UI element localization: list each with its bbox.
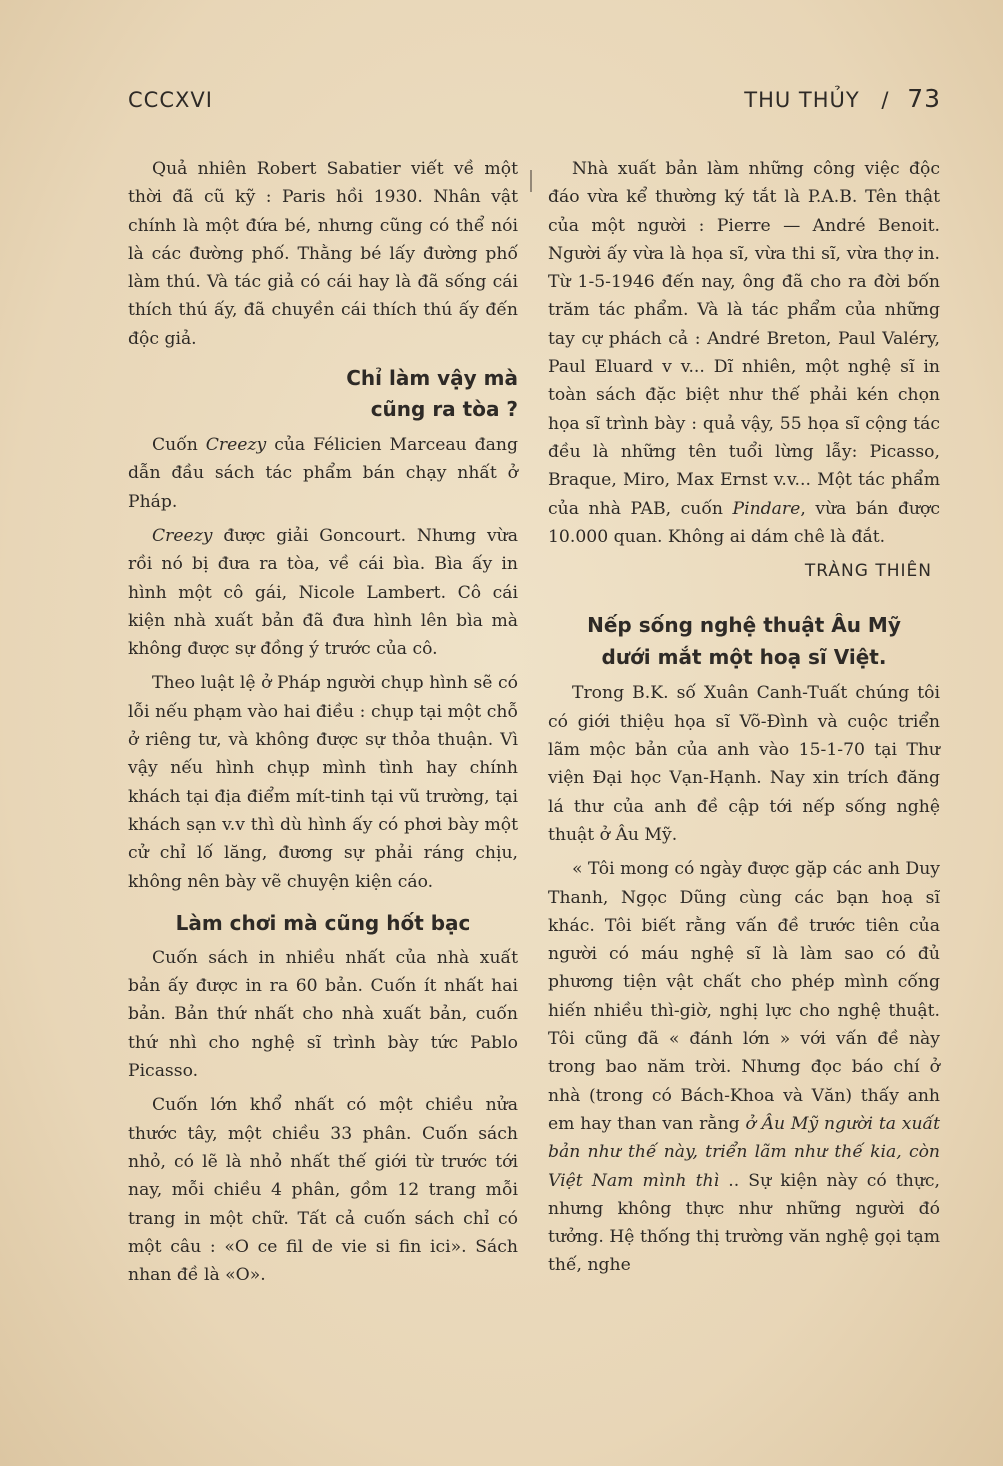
paragraph bbox=[128, 431, 518, 516]
header-slash: / bbox=[881, 88, 890, 112]
section-heading bbox=[128, 363, 518, 425]
quoted-phrase: ở Âu Mỹ người ta xuất bản như thế này, triển lãm như thế kia, còn Việt Nam mình thì bbox=[548, 1113, 940, 1191]
heading-line: Nếp sống nghệ thuật Âu Mỹ bbox=[587, 613, 901, 638]
paragraph: Trong B.K. số Xuân Canh-Tuất chúng tôi có giới thiệu họa sĩ Võ-Đình và cuộc triển lãm mộc bản của anh vào 15-1-70 tại Thư viện Đại học Vạn-Hạnh. Nay xin trích đăng lá thư của anh đề cập tới nếp sống nghệ thuật ở Âu Mỹ. bbox=[548, 683, 940, 845]
text-run: .. Sự kiện này có thực, nhưng không thực như những người đó tưởng. Hệ thống thị trường văn nghệ gọi tạm thế, nghe bbox=[548, 1170, 941, 1276]
left-column bbox=[128, 155, 518, 1295]
book-title: Pindare bbox=[732, 498, 801, 519]
book-title: Creezy bbox=[152, 525, 213, 546]
section-heading: Làm chơi mà cũng hốt bạc bbox=[175, 910, 471, 935]
section-heading bbox=[548, 609, 940, 673]
paragraph bbox=[548, 155, 940, 551]
column-separator-mark bbox=[530, 170, 532, 192]
text-run: « Tôi mong có ngày được gặp các anh Duy Thanh, Ngọc Dũng cùng các bạn hoạ sĩ khác. Tôi biết rằng vấn đề trước tiên của người có máu nghệ sĩ là làm sao có đủ phương tiện vật chất cho phép mình cống hiến nhiều thì-giờ, nghị lực cho nghệ thuật. Tôi cũng đã « đánh lớn » với vấn đề này trong bao năm trời. Nhưng đọc báo chí ở nhà (trong có Bách-Khoa và Văn) thấy anh em hay than van rằng bbox=[548, 859, 940, 1134]
paragraph: Quả nhiên Robert Sabatier viết về một thời đã cũ kỹ : Paris hồi 1930. Nhân vật chính là một đứa bé, nhưng cũng có thể nói là các đường phố. Thằng bé lấy đường phố làm thú. Và tác giả có cái hay là đã sống cái thích thú ấy, đã chuyền cái thích thú ấy đến độc giả. bbox=[128, 159, 518, 349]
text-run: , vừa bán được 10.000 quan. Không ai dám chê là đắt. bbox=[548, 498, 940, 547]
text-run: được giải Goncourt. Nhưng vừa rồi nó bị đưa ra tòa, về cái bìa. Bìa ấy in hình một cô gái, Nicole Lambert. Cô cái kiện nhà xuất bản đã đưa hình lên bìa mà không được sự đồng ý trước của cô. bbox=[128, 525, 518, 660]
heading-line: Chỉ làm vậy mà bbox=[346, 366, 518, 391]
paragraph: Theo luật lệ ở Pháp người chụp hình sẽ có lỗi nếu phạm vào hai điều : chụp tại một chỗ ở riêng tư, và không được sự thỏa thuận. Vì vậy nếu hình chụp mình tình hay chính khách tại địa điểm mít-tinh tại vũ trường, tại khách sạn v.v thì dù hình ấy có phơi bày một cử chỉ lố lăng, đương sự phải ráng chịu, không nên bày vẽ chuyện kiện cáo. bbox=[128, 673, 518, 892]
paragraph: Cuốn sách in nhiều nhất của nhà xuất bản ấy được in ra 60 bản. Cuốn ít nhất hai bản. Bản thứ nhất cho nhà xuất bản, cuốn thứ nhì cho nghệ sĩ trình bày tức Pablo Picasso. bbox=[128, 947, 518, 1082]
paragraph bbox=[128, 522, 518, 663]
page-number: 73 bbox=[907, 84, 941, 113]
book-title: Creezy bbox=[205, 435, 267, 456]
header-section-number: CCCXVI bbox=[128, 88, 213, 112]
header-right bbox=[744, 84, 941, 113]
header-author: THU THỦY bbox=[744, 88, 860, 112]
paragraph bbox=[548, 855, 940, 1279]
page-header bbox=[128, 84, 941, 118]
text-run: Nhà xuất bản làm những công việc độc đáo vừa kể thường ký tắt là P.A.B. Tên thật của một người : Pierre — André Benoit. Người ấy vừa là họa sĩ, vừa thi sĩ, vừa thợ in. Từ 1-5-1946 đến nay, ông đã cho ra đời bốn trăm tác phẩm. Và là tác phẩm của những tay cự phách cả : André Breton, Paul Valéry, Paul Eluard v v... Dĩ nhiên, một nghệ sĩ in toàn sách đặc biệt như thế phải kén chọn họa sĩ trình bày : quả vậy, 55 họa sĩ cộng tác đều là những tên tuổi lừng lẫy: Picasso, Braque, Miro, Max Ernst v.v... Một tác phẩm của nhà PAB, cuốn bbox=[548, 159, 940, 519]
heading-line: dưới mắt một hoạ sĩ Việt. bbox=[601, 645, 887, 670]
text-run: của Félicien Marceau đang dẫn đầu sách tác phẩm bán chạy nhất ở Pháp. bbox=[128, 435, 518, 512]
right-column bbox=[548, 155, 940, 1286]
heading-line: cũng ra tòa ? bbox=[370, 397, 518, 422]
author-signature: TRÀNG THIÊN bbox=[804, 561, 932, 582]
paragraph: Cuốn lớn khổ nhất có một chiều nửa thước tây, một chiều 33 phân. Cuốn sách nhỏ, có lẽ là nhỏ nhất thế giới từ trước tới nay, mỗi chiều 4 phân, gồm 12 trang mỗi trang in một chữ. Tất cả cuốn sách chỉ có một câu : «O ce fil de vie si fin ici». Sách nhan đề là «O». bbox=[128, 1095, 518, 1286]
text-run: Cuốn bbox=[152, 435, 206, 456]
